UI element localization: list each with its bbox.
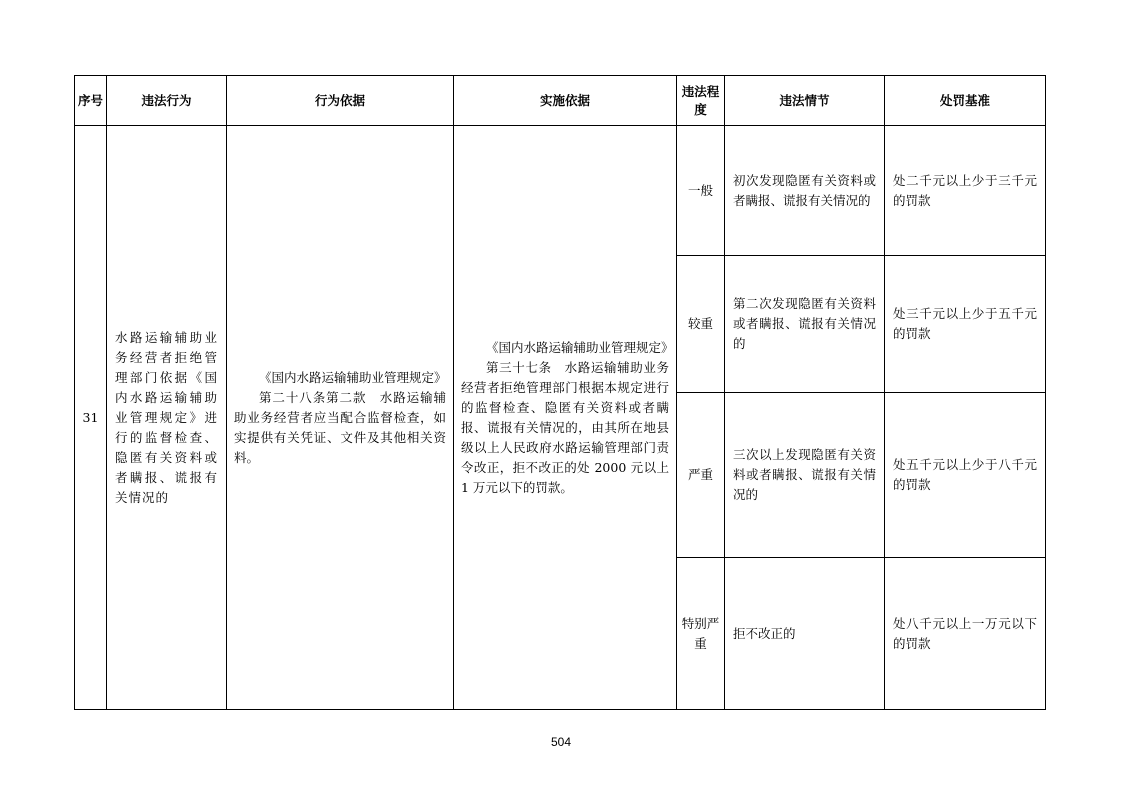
penalty-level-4: 处八千元以上一万元以下的罚款 [885,558,1046,710]
implementation-basis [454,126,677,710]
penalty-level-3: 处五千元以上少于八千元的罚款 [885,393,1046,558]
penalty-level-2: 处三千元以上少于五千元的罚款 [885,256,1046,393]
table-row [75,126,1046,256]
impl-text: 第三十七条 水路运输辅助业务经营者拒绝管理部门根据本规定进行的监督检查、隐匿有关资料或者瞒报、谎报有关情况的，由其所在地县级以上人民政府水路运输管理部门责令改正，拒不改正的处 2000 元以上 1 万元以下的罚款。 [461,359,669,495]
header-behavior: 违法行为 [107,76,227,126]
penalty-standard-table [74,75,1046,710]
header-basis: 行为依据 [227,76,454,126]
circumstance-level-2: 第二次发现隐匿有关资料或者瞒报、谎报有关情况的 [725,256,885,393]
impl-title: 《国内水路运输辅助业管理规定》 [486,339,674,355]
basis-text: 第二十八条第二款 水路运输辅助业务经营者应当配合监督检查，如实提供有关凭证、文件及其他相关资料。 [234,389,446,465]
degree-level-1: 一般 [677,126,725,256]
header-no: 序号 [75,76,107,126]
header-circumstance: 违法情节 [725,76,885,126]
page-number: 504 [550,735,572,749]
header-penalty: 处罚基准 [885,76,1046,126]
header-degree: 违法程度 [677,76,725,126]
table-header-row [75,76,1046,126]
circumstance-level-1: 初次发现隐匿有关资料或者瞒报、谎报有关情况的 [725,126,885,256]
violation-behavior: 水路运输辅助业务经营者拒绝管理部门依据《国内水路运输辅助业管理规定》进行的监督检查、隐匿有关资料或者瞒报、谎报有关情况的 [107,126,227,710]
penalty-level-1: 处二千元以上少于三千元的罚款 [885,126,1046,256]
behavior-basis [227,126,454,710]
basis-title: 《国内水路运输辅助业管理规定》 [259,369,447,385]
degree-level-4: 特别严重 [677,558,725,710]
circumstance-level-4: 拒不改正的 [725,558,885,710]
header-implementation: 实施依据 [454,76,677,126]
degree-level-2: 较重 [677,256,725,393]
degree-level-3: 严重 [677,393,725,558]
circumstance-level-3: 三次以上发现隐匿有关资料或者瞒报、谎报有关情况的 [725,393,885,558]
row-number: 31 [75,126,107,710]
